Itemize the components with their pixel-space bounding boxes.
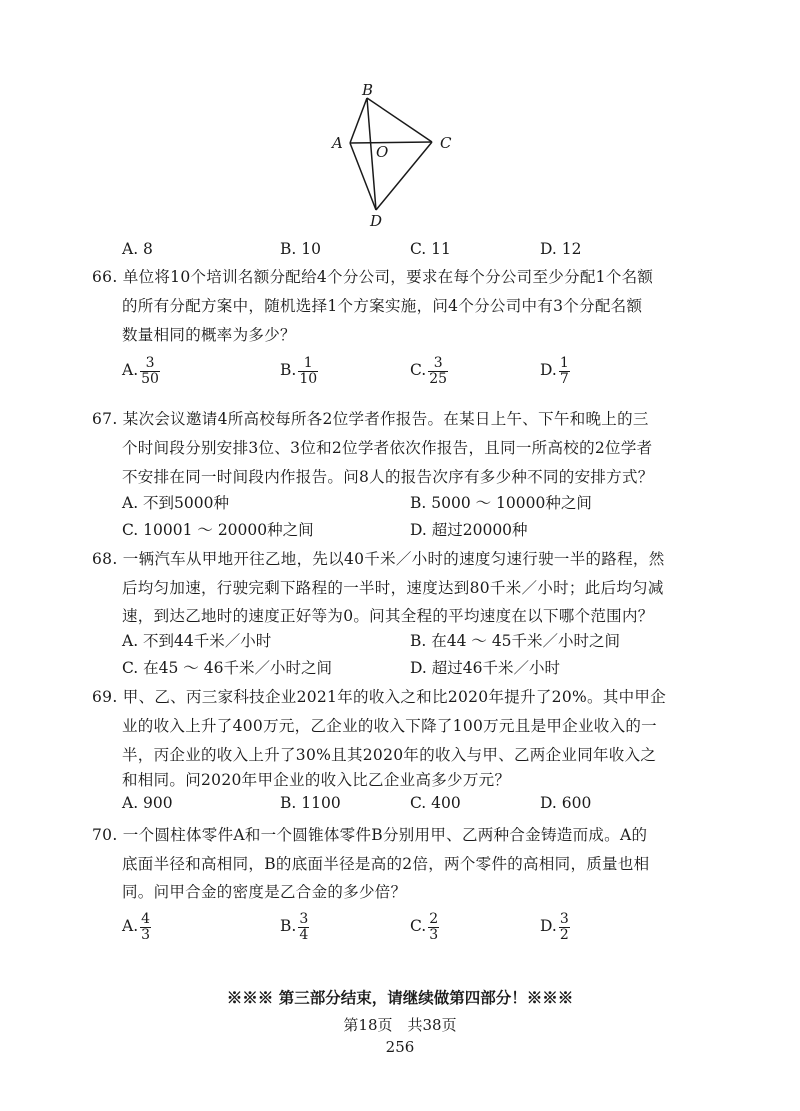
denominator: 7 (559, 370, 569, 387)
q65-option-d[interactable]: D. 12 (540, 240, 582, 258)
q70-option-a-fraction (140, 912, 151, 942)
q69-line-1: 69. 甲、乙、丙三家科技企业2021年的收入之和比2020年提升了20%。其中甲企 (92, 688, 667, 706)
q70-option-b-fraction (298, 912, 309, 942)
q68-option-c[interactable]: C. 在45 ～ 46千米／小时之间 (122, 659, 332, 677)
q65-option-c[interactable]: C. 11 (410, 240, 451, 258)
q70-line-1: 70. 一个圆柱体零件A和一个圆锥体零件B分别用甲、乙两种合金铸造而成。A的 (92, 826, 648, 844)
q66-option-c-fraction (428, 356, 448, 386)
label-d: D (370, 212, 383, 230)
q70-option-d[interactable] (540, 912, 570, 942)
numerator: 4 (141, 911, 151, 927)
q68-option-d[interactable]: D. 超过46千米／小时 (410, 659, 560, 677)
q67-option-a[interactable]: A. 不到5000种 (122, 494, 229, 512)
q66-option-a[interactable] (122, 356, 160, 386)
section-end-note: ※※※ 第三部分结束，请继续做第四部分！※※※ (226, 988, 574, 1007)
denominator: 50 (141, 370, 159, 387)
q70-option-a[interactable] (122, 912, 151, 942)
denominator: 25 (429, 370, 448, 387)
q68-line-2: 后均匀加速，行驶完剩下路程的一半时，速度达到80千米／小时；此后均匀减 (122, 579, 664, 597)
q67-option-d[interactable]: D. 超过20000种 (410, 521, 528, 539)
q70-option-a-prefix: A. (122, 917, 139, 936)
q66-option-c[interactable] (410, 356, 448, 386)
q70-option-c-prefix: C. (410, 917, 427, 936)
denominator: 3 (141, 926, 151, 943)
q67-line-1: 67. 某次会议邀请4所高校每所各2位学者作报告。在某日上午、下午和晚上的三 (92, 410, 649, 428)
q65-option-a[interactable]: A. 8 (122, 240, 153, 258)
q66-line-2: 的所有分配方案中，随机选择1个方案实施，问4个分公司中有3个分配名额 (122, 297, 643, 315)
q70-option-b-prefix: B. (280, 917, 297, 936)
page-info: 第18页 共38页 (343, 1016, 457, 1034)
q68-option-a[interactable]: A. 不到44千米／小时 (122, 632, 272, 650)
label-a: A (332, 134, 343, 152)
denominator: 10 (299, 370, 318, 387)
numerator: 3 (299, 911, 309, 927)
q70-option-d-prefix: D. (540, 917, 557, 936)
q66-line-1: 66. 单位将10个培训名额分配给4个分公司，要求在每个分公司至少分配1个名额 (92, 268, 654, 286)
q66-option-d[interactable] (540, 356, 570, 386)
q69-line-3: 半，丙企业的收入上升了30%且其2020年的收入与甲、乙两企业同年收入之 (122, 746, 657, 764)
q65-option-b[interactable]: B. 10 (280, 240, 321, 258)
q66-option-b-prefix: B. (280, 361, 297, 380)
q69-option-d[interactable]: D. 600 (540, 794, 592, 812)
q66-option-b-fraction (298, 356, 318, 386)
q69-line-2: 业的收入上升了400万元，乙企业的收入下降了100万元且是甲企业收入的一 (122, 717, 657, 735)
q66-option-d-prefix: D. (540, 361, 557, 380)
q67-option-b[interactable]: B. 5000 ～ 10000种之间 (410, 494, 592, 512)
q70-option-d-fraction (559, 912, 570, 942)
q66-option-c-prefix: C. (410, 361, 427, 380)
q66-option-a-prefix: A. (122, 361, 139, 380)
denominator: 3 (429, 926, 439, 943)
numerator: 3 (433, 355, 443, 371)
numerator: 1 (303, 355, 313, 371)
page-number: 256 (385, 1038, 415, 1056)
q67-line-2: 个时间段分别安排3位、3位和2位学者依次作报告，且同一所高校的2位学者 (122, 439, 653, 457)
q70-line-2: 底面半径和高相同，B的底面半径是高的2倍，两个零件的高相同，质量也相 (122, 855, 650, 873)
quadrilateral-figure (320, 80, 470, 230)
q70-option-c-fraction (428, 912, 439, 942)
q69-option-b[interactable]: B. 1100 (280, 794, 341, 812)
q67-option-c[interactable]: C. 10001 ～ 20000种之间 (122, 521, 314, 539)
label-c: C (440, 134, 452, 152)
denominator: 2 (559, 926, 569, 943)
q70-option-b[interactable] (280, 912, 309, 942)
label-o: O (376, 143, 389, 161)
q68-line-3: 速，到达乙地时的速度正好等为0。问其全程的平均速度在以下哪个范围内？ (122, 607, 654, 625)
q66-line-3: 数量相同的概率为多少？ (122, 326, 296, 344)
numerator: 1 (559, 355, 569, 371)
q67-line-3: 不安排在同一时间段内作报告。问8人的报告次序有多少种不同的安排方式？ (122, 468, 654, 486)
denominator: 4 (299, 926, 309, 943)
q70-option-c[interactable] (410, 912, 439, 942)
label-b: B (362, 81, 374, 99)
q66-option-b[interactable] (280, 356, 318, 386)
q70-line-3: 同。问甲合金的密度是乙合金的多少倍？ (122, 883, 407, 901)
q68-line-1: 68. 一辆汽车从甲地开往乙地，先以40千米／小时的速度匀速行驶一半的路程，然 (92, 550, 665, 568)
q69-option-a[interactable]: A. 900 (122, 794, 173, 812)
q69-option-c[interactable]: C. 400 (410, 794, 461, 812)
numerator: 2 (429, 911, 439, 927)
numerator: 3 (559, 911, 569, 927)
q69-line-4: 和相同。问2020年甲企业的收入比乙企业高多少万元？ (122, 771, 511, 789)
numerator: 3 (145, 355, 155, 371)
q66-option-a-fraction (140, 356, 160, 386)
q66-option-d-fraction (559, 356, 570, 386)
q68-option-b[interactable]: B. 在44 ～ 45千米／小时之间 (410, 632, 621, 650)
